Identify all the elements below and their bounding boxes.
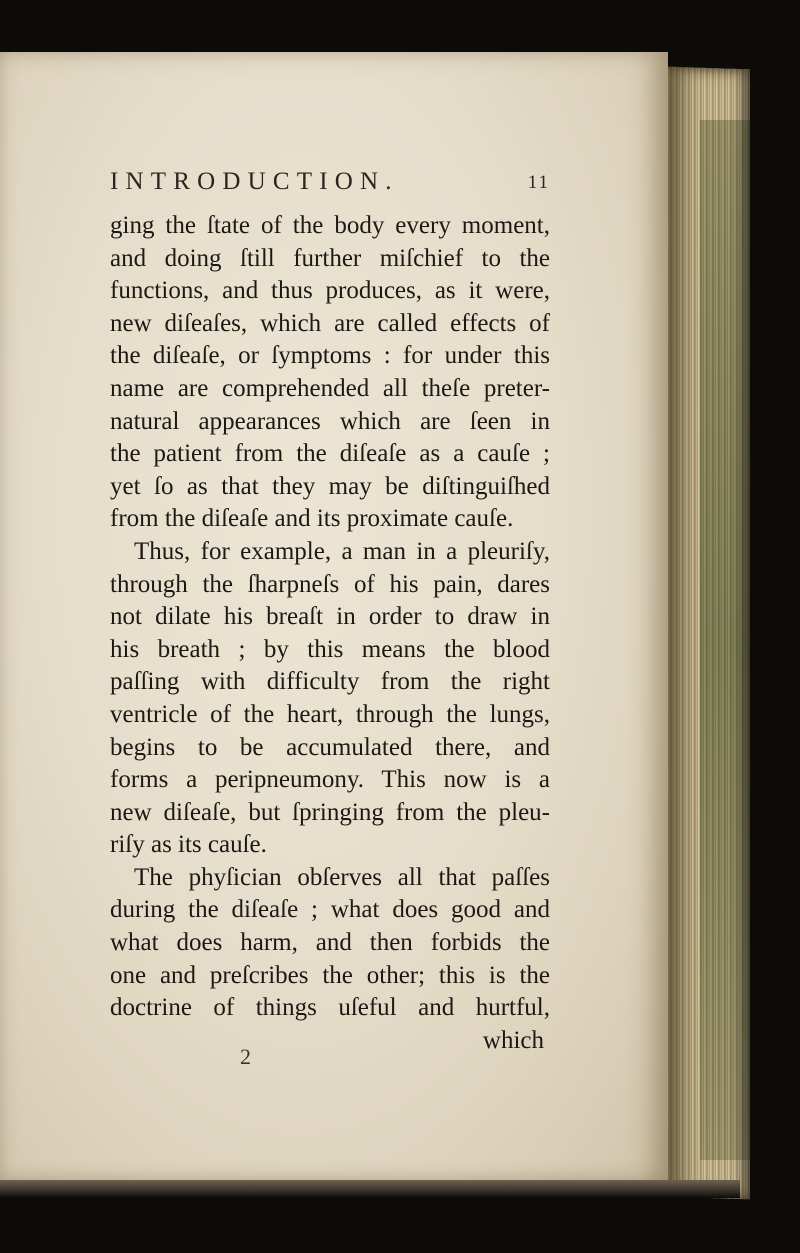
text-line: during the diſeaſe ; what does good and [110,896,550,924]
text-line: ventricle of the heart, through the lungs, [110,700,550,728]
text-line: new diſeaſes, which are called effects of [110,309,550,337]
signature-mark: 2 [240,1044,251,1069]
text-line: yet ſo as that they may be diſtinguiſhed [110,472,550,500]
text-line: the diſeaſe, or ſymptoms : for under this [110,342,550,370]
text-line: the patient from the diſeaſe as a cauſe ; [110,440,550,468]
catchword: which [482,1026,544,1054]
text-line: not dilate his breaſt in order to draw in [110,603,550,631]
text-line: new diſeaſe, but ſpringing from the pleu- [110,798,550,826]
text-line: what does harm, and then forbids the [110,929,550,957]
page-bottom-edge [0,1180,740,1198]
text-line: natural appearances which are ſeen in [110,407,550,435]
page-text-block [110,168,550,1057]
text-line: The phyſician obſerves all that paſſes [134,863,550,891]
text-line: forms a peripneumony. This now is a [110,766,550,794]
text-line: Thus, for example, a man in a pleuriſy, [134,537,550,565]
text-line: paſſing with difficulty from the right [110,668,550,696]
text-line: begins to be accumulated there, and [110,733,550,761]
text-line: doctrine of things uſeful and hurtful, [110,994,550,1022]
text-line: name are comprehended all theſe preter- [110,374,550,402]
text-line: his breath ; by this means the blood [110,635,550,663]
text-line: one and preſcribes the other; this is the [110,961,550,989]
running-head-title: INTRODUCTION. [110,168,399,195]
text-line: from the diſeaſe and its proximate cauſe. [110,505,514,533]
text-line: ging the ſtate of the body every moment, [110,212,550,239]
fore-edge-stain [700,120,750,1160]
text-line: functions, and thus produces, as it were, [110,277,550,305]
running-head [110,168,550,210]
text-line: riſy as its cauſe. [110,831,267,859]
text-line: through the ſharpneſs of his pain, dares [110,570,550,598]
page-number: 11 [527,172,550,193]
text-line: and doing ſtill further miſchief to the [110,244,550,272]
